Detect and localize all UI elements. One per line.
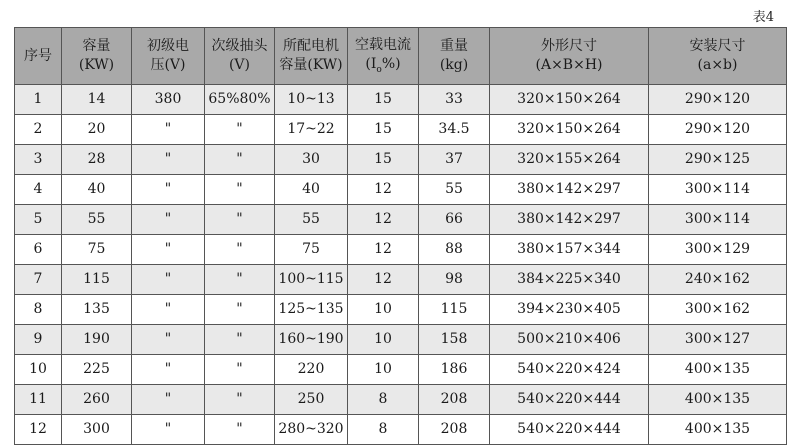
motor-capacity-cell: 250	[275, 385, 348, 415]
no-load-current-cell: 12	[348, 265, 419, 295]
primary-voltage-cell: "	[132, 415, 205, 445]
index-cell: 9	[15, 325, 62, 355]
header-primary-voltage	[132, 28, 205, 85]
table-row	[15, 205, 787, 235]
secondary-tap-cell: "	[205, 325, 275, 355]
secondary-tap-cell: "	[205, 415, 275, 445]
mounting-dimensions-cell: 290×125	[649, 145, 787, 175]
motor-capacity-cell: 30	[275, 145, 348, 175]
header-weight	[419, 28, 490, 85]
mounting-dimensions-cell: 300×162	[649, 295, 787, 325]
capacity-cell: 115	[62, 265, 132, 295]
header-unit: (V)	[228, 57, 251, 73]
no-load-current-cell: 10	[348, 295, 419, 325]
primary-voltage-cell: "	[132, 175, 205, 205]
weight-cell: 37	[419, 145, 490, 175]
capacity-cell: 75	[62, 235, 132, 265]
secondary-tap-cell: "	[205, 145, 275, 175]
header-unit-post: %)	[381, 55, 401, 72]
outline-dimensions-cell: 540×220×444	[490, 385, 649, 415]
secondary-tap-cell: "	[205, 385, 275, 415]
motor-capacity-cell: 75	[275, 235, 348, 265]
weight-cell: 186	[419, 355, 490, 385]
header-label: 次级抽头	[211, 38, 268, 55]
outline-dimensions-cell: 384×225×340	[490, 265, 649, 295]
mounting-dimensions-cell: 290×120	[649, 85, 787, 115]
primary-voltage-cell: "	[132, 205, 205, 235]
primary-voltage-cell: "	[132, 355, 205, 385]
primary-voltage-cell: "	[132, 115, 205, 145]
header-label: 初级电	[147, 38, 189, 55]
mounting-dimensions-cell: 300×114	[649, 205, 787, 235]
secondary-tap-cell: 65%80%	[205, 85, 275, 115]
table-row	[15, 355, 787, 385]
header-unit: (a×b)	[697, 57, 738, 73]
table-row	[15, 265, 787, 295]
header-row	[15, 28, 787, 85]
no-load-current-cell: 12	[348, 205, 419, 235]
header-index	[15, 28, 62, 85]
index-cell: 11	[15, 385, 62, 415]
outline-dimensions-cell: 320×150×264	[490, 115, 649, 145]
header-label: 序号	[24, 47, 52, 64]
mounting-dimensions-cell: 300×129	[649, 235, 787, 265]
header-unit: (KW)	[78, 57, 115, 73]
weight-cell: 88	[419, 235, 490, 265]
motor-capacity-cell: 220	[275, 355, 348, 385]
primary-voltage-cell: 380	[132, 85, 205, 115]
outline-dimensions-cell: 540×220×424	[490, 355, 649, 385]
capacity-cell: 40	[62, 175, 132, 205]
secondary-tap-cell: "	[205, 355, 275, 385]
outline-dimensions-cell: 380×142×297	[490, 205, 649, 235]
header-label: 安装尺寸	[689, 38, 746, 55]
header-label: 所配电机	[283, 38, 339, 55]
spec-table	[14, 27, 787, 445]
weight-cell: 33	[419, 85, 490, 115]
capacity-cell: 260	[62, 385, 132, 415]
primary-voltage-cell: "	[132, 235, 205, 265]
index-cell: 8	[15, 295, 62, 325]
weight-cell: 98	[419, 265, 490, 295]
mounting-dimensions-cell: 400×135	[649, 355, 787, 385]
index-cell: 7	[15, 265, 62, 295]
motor-capacity-cell: 40	[275, 175, 348, 205]
header-label: 空载电流	[355, 37, 411, 54]
header-motor-capacity	[275, 28, 348, 85]
index-cell: 12	[15, 415, 62, 445]
no-load-current-cell: 12	[348, 175, 419, 205]
table-row	[15, 385, 787, 415]
capacity-cell: 135	[62, 295, 132, 325]
index-cell: 6	[15, 235, 62, 265]
table-body	[15, 85, 787, 445]
weight-cell: 55	[419, 175, 490, 205]
table-row	[15, 115, 787, 145]
weight-cell: 158	[419, 325, 490, 355]
mounting-dimensions-cell: 290×120	[649, 115, 787, 145]
capacity-cell: 190	[62, 325, 132, 355]
header-unit: 压(V)	[150, 57, 186, 73]
table-row	[15, 235, 787, 265]
capacity-cell: 225	[62, 355, 132, 385]
index-cell: 5	[15, 205, 62, 235]
table-row	[15, 145, 787, 175]
header-unit: (A×B×H)	[535, 57, 603, 73]
mounting-dimensions-cell: 400×135	[649, 415, 787, 445]
outline-dimensions-cell: 320×155×264	[490, 145, 649, 175]
mounting-dimensions-cell: 240×162	[649, 265, 787, 295]
table-row	[15, 415, 787, 445]
index-cell: 2	[15, 115, 62, 145]
weight-cell: 34.5	[419, 115, 490, 145]
header-outline-dimensions	[490, 28, 649, 85]
header-label: 外形尺寸	[541, 38, 597, 55]
capacity-cell: 14	[62, 85, 132, 115]
no-load-current-cell: 15	[348, 115, 419, 145]
index-cell: 1	[15, 85, 62, 115]
table-row	[15, 175, 787, 205]
header-unit-subscript: o	[376, 64, 382, 75]
primary-voltage-cell: "	[132, 265, 205, 295]
weight-cell: 208	[419, 415, 490, 445]
header-unit-pre: (I	[365, 55, 377, 72]
secondary-tap-cell: "	[205, 295, 275, 325]
weight-cell: 208	[419, 385, 490, 415]
motor-capacity-cell: 280~320	[275, 415, 348, 445]
secondary-tap-cell: "	[205, 205, 275, 235]
primary-voltage-cell: "	[132, 295, 205, 325]
header-no-load-current	[348, 28, 419, 85]
secondary-tap-cell: "	[205, 115, 275, 145]
header-mounting-dimensions	[649, 28, 787, 85]
motor-capacity-cell: 100~115	[275, 265, 348, 295]
index-cell: 3	[15, 145, 62, 175]
header-unit: 容量(KW)	[279, 57, 343, 73]
header-unit	[348, 55, 418, 76]
motor-capacity-cell: 55	[275, 205, 348, 235]
no-load-current-cell: 8	[348, 415, 419, 445]
header-secondary-tap	[205, 28, 275, 85]
no-load-current-cell: 10	[348, 355, 419, 385]
secondary-tap-cell: "	[205, 265, 275, 295]
outline-dimensions-cell: 380×142×297	[490, 175, 649, 205]
table-caption: 表4	[752, 10, 774, 25]
no-load-current-cell: 8	[348, 385, 419, 415]
primary-voltage-cell: "	[132, 145, 205, 175]
outline-dimensions-cell: 500×210×406	[490, 325, 649, 355]
capacity-cell: 300	[62, 415, 132, 445]
table-row	[15, 85, 787, 115]
table-row	[15, 295, 787, 325]
weight-cell: 66	[419, 205, 490, 235]
no-load-current-cell: 15	[348, 145, 419, 175]
capacity-cell: 55	[62, 205, 132, 235]
outline-dimensions-cell: 540×220×444	[490, 415, 649, 445]
primary-voltage-cell: "	[132, 325, 205, 355]
header-capacity	[62, 28, 132, 85]
no-load-current-cell: 12	[348, 235, 419, 265]
header-label: 容量	[82, 38, 111, 55]
capacity-cell: 28	[62, 145, 132, 175]
outline-dimensions-cell: 380×157×344	[490, 235, 649, 265]
motor-capacity-cell: 17~22	[275, 115, 348, 145]
outline-dimensions-cell: 394×230×405	[490, 295, 649, 325]
mounting-dimensions-cell: 400×135	[649, 385, 787, 415]
header-label: 重量	[440, 38, 468, 55]
no-load-current-cell: 10	[348, 325, 419, 355]
mounting-dimensions-cell: 300×127	[649, 325, 787, 355]
motor-capacity-cell: 125~135	[275, 295, 348, 325]
secondary-tap-cell: "	[205, 235, 275, 265]
motor-capacity-cell: 160~190	[275, 325, 348, 355]
no-load-current-cell: 15	[348, 85, 419, 115]
index-cell: 10	[15, 355, 62, 385]
capacity-cell: 20	[62, 115, 132, 145]
table-row	[15, 325, 787, 355]
index-cell: 4	[15, 175, 62, 205]
motor-capacity-cell: 10~13	[275, 85, 348, 115]
outline-dimensions-cell: 320×150×264	[490, 85, 649, 115]
secondary-tap-cell: "	[205, 175, 275, 205]
header-unit: (kg)	[439, 57, 469, 73]
primary-voltage-cell: "	[132, 385, 205, 415]
weight-cell: 115	[419, 295, 490, 325]
mounting-dimensions-cell: 300×114	[649, 175, 787, 205]
